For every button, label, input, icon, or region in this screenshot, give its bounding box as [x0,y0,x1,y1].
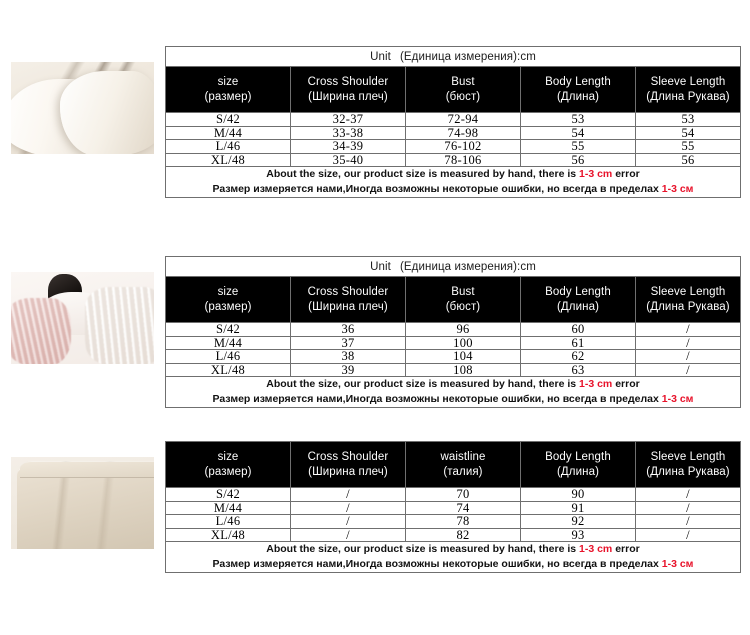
table-row [166,363,741,377]
column-header-en: Cross Shoulder [307,450,389,463]
table-cell: 38 [291,350,406,364]
table-cell: 62 [521,350,636,364]
column-header-en: Bust [451,285,475,298]
table-cell: / [291,501,406,515]
table-cell: 96 [406,323,521,337]
table-row [166,336,741,350]
column-header [521,67,636,113]
column-header-ru: (Длина Рукава) [646,465,730,478]
note-ru-text: Размер измеряется нами,Иногда возможны некоторые ошибки, но всегда в пределах [212,393,662,405]
column-header-en: Body Length [545,450,611,463]
table-cell: 104 [406,350,521,364]
note-en-suffix: error [612,168,640,180]
table-cell: 63 [521,363,636,377]
table-cell: M/44 [166,501,291,515]
table-cell: 54 [636,126,741,140]
table-cell: 32-37 [291,113,406,127]
size-table [165,46,741,198]
table-cell: 91 [521,501,636,515]
unit-cell [166,47,741,67]
table-cell: S/42 [166,323,291,337]
note-ru-text: Размер измеряется нами,Иногда возможны некоторые ошибки, но всегда в пределах [212,183,662,195]
column-header [166,442,291,488]
measurement-note-ru [166,392,740,407]
table-cell: 78 [406,515,521,529]
table-cell: 92 [521,515,636,529]
column-header-en: Body Length [545,75,611,88]
table-cell: XL/48 [166,363,291,377]
measurement-note-ru [166,557,740,572]
column-header-en: Bust [451,75,475,88]
table-cell: / [636,336,741,350]
column-header-ru: (бюст) [445,90,481,103]
product-photo-cell [0,256,165,364]
table-cell: 39 [291,363,406,377]
column-header [166,277,291,323]
fur-coat-photo [11,272,154,364]
table-cell: 33-38 [291,126,406,140]
column-header-en: size [217,285,239,298]
table-cell: / [636,488,741,502]
table-cell: 34-39 [291,140,406,154]
measurement-note-en [166,542,740,557]
table-cell: / [291,488,406,502]
measurement-note-cell [166,542,741,573]
unit-label: Unit [370,260,391,273]
table-cell: 55 [636,140,741,154]
table-cell: 74-98 [406,126,521,140]
column-header [406,67,521,113]
table-cell: 72-94 [406,113,521,127]
measurement-note-cell [166,167,741,198]
column-header [636,442,741,488]
table-cell: / [291,515,406,529]
note-en-text: About the size, our product size is measured by hand, there is [266,378,579,390]
column-header [291,67,406,113]
table-cell: 60 [521,323,636,337]
table-row [166,126,741,140]
table-cell: M/44 [166,336,291,350]
size-table-cell [165,256,750,408]
table-cell: 93 [521,528,636,542]
column-header-ru: (Длина Рукава) [646,90,730,103]
column-header [521,442,636,488]
table-row [166,350,741,364]
column-header-en: size [217,450,239,463]
table-cell: / [636,363,741,377]
column-header-ru: (Ширина плеч) [308,300,388,313]
column-header-ru: (Длина) [556,90,600,103]
fur-white-shape [85,287,154,364]
note-ru-tolerance: 1-3 см [661,393,694,405]
column-header-ru: (бюст) [445,300,481,313]
silk-fabric-photo [11,62,154,154]
column-header-ru: (размер) [204,465,252,478]
table-row [166,153,741,167]
note-en-tolerance: 1-3 cm [579,378,613,390]
table-cell: 100 [406,336,521,350]
table-cell: 55 [521,140,636,154]
unit-value: (Единица измерения):cm [399,260,536,273]
table-header-row [166,277,741,323]
size-table-cell [165,46,750,198]
unit-value: (Единица измерения):cm [399,50,536,63]
note-en-suffix: error [612,378,640,390]
column-header-ru: (размер) [204,300,252,313]
note-en-suffix: error [612,543,640,555]
note-ru-tolerance: 1-3 см [661,558,694,570]
table-cell: / [636,501,741,515]
table-row [166,501,741,515]
column-header-en: Sleeve Length [650,450,726,463]
note-ru-text: Размер измеряется нами,Иногда возможны некоторые ошибки, но всегда в пределах [212,558,662,570]
column-header-ru: (Длина Рукава) [646,300,730,313]
note-en-text: About the size, our product size is measured by hand, there is [266,543,579,555]
note-en-tolerance: 1-3 cm [579,543,613,555]
measurement-note-row [166,542,741,573]
table-cell: 53 [636,113,741,127]
column-header-en: Sleeve Length [650,75,726,88]
table-cell: 74 [406,501,521,515]
unit-label: Unit [370,50,391,63]
table-cell: XL/48 [166,153,291,167]
table-cell: 56 [636,153,741,167]
column-header-en: Body Length [545,285,611,298]
table-row [166,140,741,154]
note-ru-tolerance: 1-3 см [661,183,694,195]
table-cell: 90 [521,488,636,502]
note-en-tolerance: 1-3 cm [579,168,613,180]
column-header [636,67,741,113]
measurement-note-cell [166,377,741,408]
size-chart-block [0,441,750,573]
column-header [406,277,521,323]
table-row [166,113,741,127]
measurement-note-row [166,167,741,198]
table-cell: 54 [521,126,636,140]
measurement-note-en [166,377,740,392]
size-table [165,441,741,573]
table-cell: 61 [521,336,636,350]
table-header-row [166,67,741,113]
table-cell: 78-106 [406,153,521,167]
column-header [406,442,521,488]
measurement-note-ru [166,182,740,197]
column-header-ru: (Длина) [556,465,600,478]
unit-row [166,47,741,67]
measurement-note-en [166,167,740,182]
trousers-photo [11,457,154,549]
table-row [166,488,741,502]
size-table [165,256,741,408]
table-cell: 37 [291,336,406,350]
table-header-row [166,442,741,488]
column-header-en: waistline [440,450,486,463]
column-header [166,67,291,113]
column-header [521,277,636,323]
table-cell: / [636,350,741,364]
size-table-cell [165,441,750,573]
column-header-en: Cross Shoulder [307,75,389,88]
column-header [636,277,741,323]
table-cell: S/42 [166,488,291,502]
table-cell: / [291,528,406,542]
size-chart-block [0,46,750,198]
table-cell: 36 [291,323,406,337]
column-header-ru: (Ширина плеч) [308,90,388,103]
table-row [166,528,741,542]
table-cell: / [636,323,741,337]
column-header [291,277,406,323]
column-header-ru: (талия) [443,465,483,478]
table-cell: S/42 [166,113,291,127]
column-header-en: Cross Shoulder [307,285,389,298]
product-photo-cell [0,441,165,549]
column-header-ru: (размер) [204,90,252,103]
unit-cell [166,257,741,277]
measurement-note-row [166,377,741,408]
table-cell: 56 [521,153,636,167]
fur-pink-shape [11,298,71,364]
table-cell: L/46 [166,515,291,529]
table-cell: 108 [406,363,521,377]
table-cell: 76-102 [406,140,521,154]
table-cell: L/46 [166,350,291,364]
column-header-en: Sleeve Length [650,285,726,298]
table-cell: XL/48 [166,528,291,542]
table-cell: / [636,515,741,529]
column-header-en: size [217,75,239,88]
table-row [166,515,741,529]
table-cell: / [636,528,741,542]
unit-row [166,257,741,277]
size-chart-block [0,256,750,408]
table-cell: 35-40 [291,153,406,167]
table-row [166,323,741,337]
table-cell: 53 [521,113,636,127]
product-photo-cell [0,46,165,154]
column-header-ru: (Ширина плеч) [308,465,388,478]
table-cell: 82 [406,528,521,542]
note-en-text: About the size, our product size is measured by hand, there is [266,168,579,180]
table-cell: L/46 [166,140,291,154]
column-header [291,442,406,488]
table-cell: 70 [406,488,521,502]
table-cell: M/44 [166,126,291,140]
column-header-ru: (Длина) [556,300,600,313]
